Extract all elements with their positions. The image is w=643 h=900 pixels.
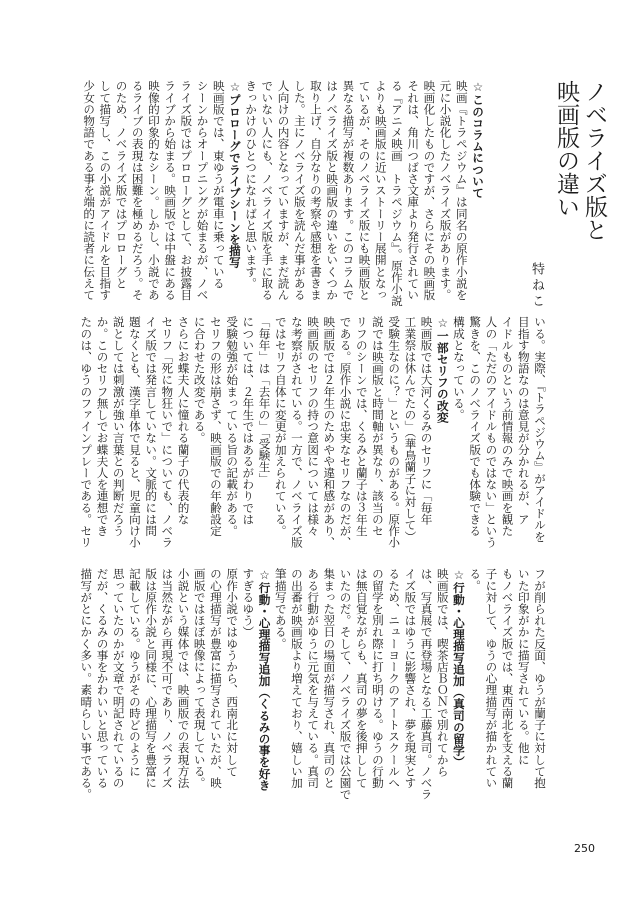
text-line: たのは、ゆうのファインプレーである。セリ [79, 316, 94, 548]
text-line: 描写がとにかく多い。素晴らしい事である。 [79, 568, 94, 800]
section-heading: ☆一部セリフの改変 [435, 316, 450, 423]
text-line: すぎるゆう） [241, 568, 256, 638]
text-line: である。原作小説に忠実なセリフなのだが、 [338, 316, 353, 548]
text-line: イズ版では発言していない。文脈的には問 [144, 316, 159, 537]
article-author: 特ねこ [529, 262, 544, 310]
text-line: ある行動がゆうに元気を与えている。真司 [306, 568, 321, 789]
text-line: それは、角川つばさ文庫より発行されてい [406, 80, 421, 301]
text-line: して描写し、この小説がアイドルを目指す [98, 80, 113, 301]
section-heading: ☆行動・心理描写追加（真司の留学） [451, 568, 466, 768]
text-line: はノベライズ版と映画版の違いをいくつか [325, 80, 340, 301]
text-line: る『アニメ映画 トラペジウム』。原作小説 [389, 80, 404, 307]
text-line: については、２年生ではあるがわりでは [241, 316, 256, 525]
column-top [78, 80, 486, 312]
text-line: 構成となっている。 [451, 316, 466, 421]
text-line: だが、くるみの事をかわいいと思っている [95, 568, 110, 789]
text-line: 取り上げ、自分なりの考察や感想を書きま [308, 80, 323, 301]
text-line: は当然ながら再現不可であり、ノベライズ [160, 568, 175, 789]
page-number: 250 [574, 842, 595, 855]
text-line: 映画版では大河くるみのセリフに「毎年 [419, 316, 434, 525]
text-line: 映画版では、喫茶店ＢＯＮで別れてから [435, 568, 450, 777]
column-bottom [78, 568, 548, 828]
text-line: る。 [468, 568, 483, 592]
text-line: さらにお蝶夫人に憧れる蘭子の代表的な [176, 316, 191, 525]
text-line: 異なる描写が複数あります。このコラムで [341, 80, 356, 301]
text-line: 人向けの内容となっていますが、まだ読ん [276, 80, 291, 301]
section-heading: ☆プロローグでライブシーンを描写 [227, 80, 242, 268]
text-line: 元に小説化したノベライズ版があります。 [438, 80, 453, 301]
text-line: 目指す物語なのは意見が分かれるが、ア [516, 316, 531, 525]
text-line: 画版ではほぼ映像によって表現している。 [192, 568, 207, 789]
text-line: 映画版では２年生のためやや違和感があり、 [322, 316, 337, 548]
text-line: 映像的印象的なシーン。しかし、小説であ [146, 80, 161, 301]
text-line: 受験勉強が始まっている旨の記載がある。 [225, 316, 240, 537]
text-line: 説では映画版と時間軸が異なり、該当のセ [370, 316, 385, 537]
text-line: は、写真展で再登場となる工藤真司。ノベラ [419, 568, 434, 800]
text-line: の出番が映画版より増えており、嬉しい加 [289, 568, 304, 789]
text-line: いる。実際、『トラペジウム』がアイドルを [533, 316, 547, 543]
text-line: イドルものという前情報のみで映画を観た [500, 316, 515, 537]
text-line: 映画版では、東ゆうが電車に乗っている [211, 80, 226, 289]
text-line: か。このセリフ無しでお蝶夫人を連想でき [95, 316, 110, 537]
text-line: セリフの形は崩さず、映画版での年齢設定 [208, 316, 223, 537]
text-line: のため、ノベライズ版ではプロローグと [114, 80, 129, 289]
text-line: 子に対して、ゆうの心理描写が描かれてい [484, 568, 499, 789]
text-line: 驚きを、このノベライズ版でも体験できる [468, 316, 483, 537]
text-line: もノベライズ版では、東西南北を支える蘭 [500, 568, 515, 789]
text-line: ているが、そのノベライズ版にも映画版と [357, 80, 372, 301]
column-middle [78, 316, 548, 548]
article-title: ノベライズ版と 映画版の違い [553, 80, 607, 241]
text-line: でいない人にも、ノベライズ版を手に取る [260, 80, 275, 301]
text-line: セリフ「死に物狂いで」についても、ノベラ [160, 316, 175, 548]
text-line: 版は原作小説と同様に、心理描写を豊富に [144, 568, 159, 789]
text-line: 原作小説ではゆうから、西南北に対して [225, 568, 240, 777]
text-line: ライズ版ではプロローグとして、お披露目 [179, 80, 194, 301]
text-line: 受験生なのに？」というものがある。原作小 [387, 316, 402, 548]
text-line: 小説という媒体では、映画版での表現方法 [176, 568, 191, 789]
text-line: は無自覚ながらも、真司の夢を後押しして [354, 568, 369, 789]
text-line: の留学を別れ際に打ち明ける。ゆうの行動 [370, 568, 385, 789]
text-line: きっかけのひとつになればと思います。 [244, 80, 259, 289]
section-heading: ☆行動・心理描写追加（くるみの事を好き [257, 568, 272, 791]
text-line: ライブから始まる。映画版では中盤にある [163, 80, 178, 301]
text-line: 映画版のセリフの持つ意図については様々 [306, 316, 321, 537]
text-line: した。主にノベライズ版を読んだ事がある [292, 80, 307, 301]
text-line: の心理描写が豊富に描写されていたが、映 [208, 568, 223, 789]
text-line: に合わせた改変である。 [192, 316, 207, 444]
text-line: リフのシーンでは、くるみと蘭子は３年生 [354, 316, 369, 537]
text-line: るライブの表現は困難を極めるだろう。そ [130, 80, 145, 301]
text-line: るため、ニューヨークのアートスクールへ [387, 568, 402, 789]
text-line: いた印象がかに描写されている。他に [516, 568, 531, 766]
text-line: 映画化したものですが、さらにその映画版 [422, 80, 437, 301]
text-line: 記載している。ゆうがその時どのように [127, 568, 142, 777]
text-line: ではセリフ自体に変更が加えられている。 [273, 316, 288, 537]
text-line: よりも映画版に近いストーリー展開となっ [373, 80, 388, 301]
text-line: 題なくとも、漢字単体で見ると、児童向け小 [127, 316, 142, 548]
text-line: いたのだ。そして、ノベライズ版では公園で [338, 568, 353, 800]
text-line: な考察がされている。一方で、ノベライズ版 [289, 316, 304, 548]
text-line: フが削られた反面、ゆうが蘭子に対して抱 [533, 568, 547, 789]
text-line: イズ版ではゆうに影響され、夢を現実とす [403, 568, 418, 789]
text-line: シーンからオープニングが始まるが、ノベ [195, 80, 210, 301]
section-heading: ☆このコラムについて [471, 80, 485, 199]
text-line: 思っていたのかが文章で明記されているの [111, 568, 126, 789]
text-line: 少女の物語である事を端的に読者に伝えて [82, 80, 97, 301]
text-line: 人の「ただのアイドルものではない」という [484, 316, 499, 548]
text-line: 工業祭は休んでたの」（華鳥蘭子に対して） [403, 316, 418, 543]
text-line: 説としては刺激が強い言葉との判断だろう [111, 316, 126, 537]
text-line: 筆描写である。 [273, 568, 288, 650]
text-line: 「毎年」は「去年の」「受験生」 [257, 316, 272, 485]
text-line: 集まった翌日の場面が描写され、真司のと [322, 568, 337, 789]
text-line: 映画『トラペジウム』は同名の原作小説を [454, 80, 469, 301]
